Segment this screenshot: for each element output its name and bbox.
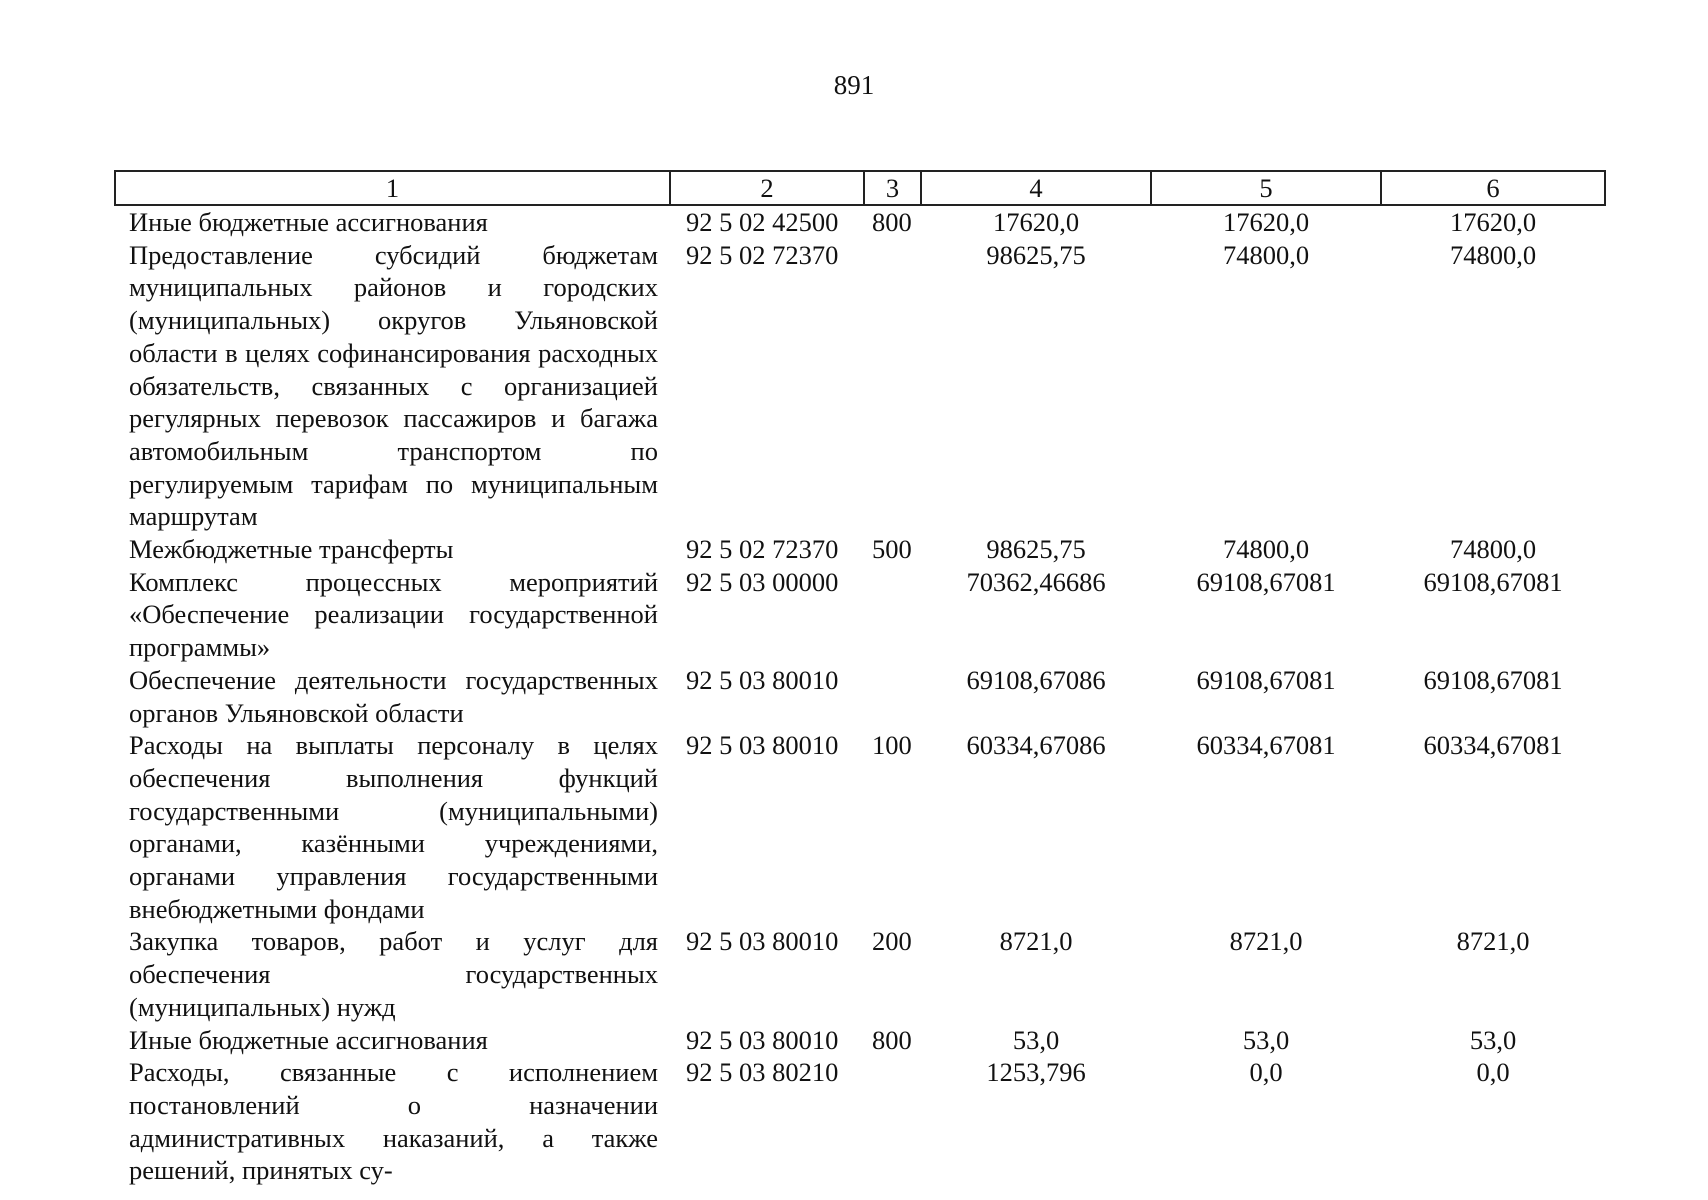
row-name: Предоставление субсидий бюджетам муниципальных районов и городских (муниципальных) округов Ульяновской области в целях софинансирования расходных обязательств, связанных с организацией регулярных перевозок пассажиров и багажа автомобильным транспортом по регулируемым тарифам по муниципальным маршрутам — [129, 239, 658, 532]
row-code: 92 5 02 72370 — [686, 239, 839, 270]
row-value-6: 69108,67081 — [1423, 664, 1563, 695]
column-header-5: 5 — [1151, 171, 1381, 205]
row-type — [864, 566, 921, 664]
row-value-4: 1253,796 — [986, 1057, 1086, 1088]
column-header-6: 6 — [1381, 171, 1605, 205]
row-value-5: 0,0 — [1249, 1057, 1283, 1088]
page-number: 891 — [833, 70, 875, 100]
row-type: 100 — [872, 730, 912, 761]
row-type — [864, 239, 921, 533]
row-name: Иные бюджетные ассигнования — [129, 1024, 488, 1055]
table-row — [115, 664, 1605, 729]
table-body — [115, 205, 1605, 1187]
row-value-5: 53,0 — [1242, 1024, 1290, 1055]
row-type: 200 — [872, 926, 912, 957]
table-row — [115, 1056, 1605, 1187]
column-header-1: 1 — [115, 171, 670, 205]
table-row — [115, 566, 1605, 664]
column-header-3: 3 — [864, 171, 921, 205]
row-type: 500 — [872, 534, 912, 565]
row-code: 92 5 03 80010 — [686, 926, 839, 957]
row-value-6: 74800,0 — [1449, 239, 1537, 270]
row-value-5: 17620,0 — [1222, 207, 1310, 237]
row-value-6: 60334,67081 — [1423, 730, 1563, 761]
row-code: 92 5 03 80010 — [686, 664, 839, 695]
row-name: Расходы, связанные с исполнением постановлений о назначении административных наказаний, а также решений, принятых су- — [129, 1057, 658, 1186]
row-type: 800 — [872, 1024, 912, 1055]
row-value-6: 0,0 — [1476, 1057, 1510, 1088]
row-value-6: 69108,67081 — [1423, 566, 1563, 597]
row-code: 92 5 03 00000 — [686, 566, 839, 597]
row-value-4: 60334,67086 — [966, 730, 1106, 761]
column-header-2: 2 — [670, 171, 864, 205]
row-value-5: 69108,67081 — [1196, 566, 1336, 597]
column-header-4: 4 — [921, 171, 1151, 205]
row-value-4: 98625,75 — [986, 534, 1086, 565]
table-row — [115, 729, 1605, 925]
row-value-4: 8721,0 — [999, 926, 1073, 957]
table-row — [115, 925, 1605, 1023]
row-value-4: 69108,67086 — [966, 664, 1106, 695]
row-value-5: 60334,67081 — [1196, 730, 1336, 761]
table-row — [115, 1024, 1605, 1057]
budget-table — [114, 170, 1606, 1187]
row-value-6: 74800,0 — [1449, 534, 1537, 565]
row-value-4: 98625,75 — [986, 239, 1086, 270]
row-value-5: 74800,0 — [1222, 534, 1310, 565]
row-value-5: 8721,0 — [1229, 926, 1303, 957]
row-type: 800 — [872, 207, 912, 237]
row-value-6: 53,0 — [1469, 1024, 1517, 1055]
row-name: Обеспечение деятельности государственных органов Ульяновской области — [129, 664, 658, 728]
row-name: Комплекс процессных мероприятий «Обеспечение реализации государственной программы» — [129, 566, 658, 663]
row-type — [864, 1056, 921, 1187]
row-name: Закупка товаров, работ и услуг для обеспечения государственных (муниципальных) нужд — [129, 926, 658, 1022]
row-name: Иные бюджетные ассигнования — [129, 207, 488, 237]
row-code: 92 5 03 80010 — [686, 1024, 839, 1055]
table-row — [115, 205, 1605, 239]
table-row — [115, 239, 1605, 533]
row-value-5: 69108,67081 — [1196, 664, 1336, 695]
row-name: Расходы на выплаты персоналу в целях обеспечения выполнения функций государственными (муниципальными) органами, казёнными учреждениями, органами управления государственными внебюджетными фондами — [129, 730, 658, 924]
table-row — [115, 533, 1605, 566]
row-name: Межбюджетные трансферты — [129, 534, 454, 565]
row-value-4: 17620,0 — [992, 207, 1080, 237]
row-code: 92 5 03 80010 — [686, 730, 839, 761]
row-code: 92 5 02 72370 — [686, 534, 839, 565]
row-value-6: 8721,0 — [1456, 926, 1530, 957]
table-header-row — [115, 171, 1605, 205]
row-value-4: 53,0 — [1012, 1024, 1060, 1055]
row-code: 92 5 03 80210 — [686, 1057, 839, 1088]
row-value-5: 74800,0 — [1222, 239, 1310, 270]
row-code: 92 5 02 42500 — [686, 207, 839, 237]
row-value-4: 70362,46686 — [966, 566, 1106, 597]
row-type — [864, 664, 921, 729]
row-value-6: 17620,0 — [1449, 207, 1537, 237]
